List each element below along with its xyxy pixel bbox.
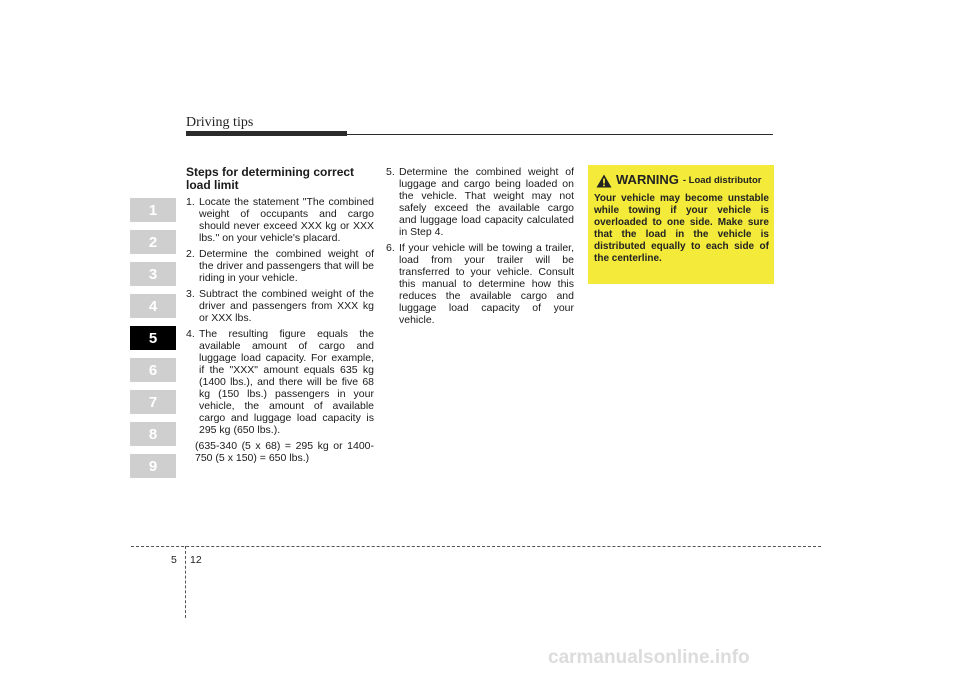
footer-page-number: 12 <box>190 554 202 566</box>
warning-label: WARNING <box>616 172 679 187</box>
step-text: Determine the combined weight of luggage and cargo being loaded on the vehicle. That weight may not safely exceed the available cargo and luggage load capacity calculated in Step 4. <box>399 166 574 238</box>
chapter-tab-8[interactable]: 8 <box>130 422 176 446</box>
header-rule-thick <box>186 131 347 136</box>
step-text: Subtract the combined weight of the driver and passengers from XXX kg or XXX lbs. <box>199 288 374 324</box>
chapter-tab-3[interactable]: 3 <box>130 262 176 286</box>
step-text: Determine the combined weight of the driver and passengers that will be riding in your vehicle. <box>199 248 374 284</box>
chapter-tabs <box>130 198 176 486</box>
text-column-middle <box>386 166 574 330</box>
watermark: carmanualsonline.info <box>548 647 750 668</box>
step-3 <box>186 288 374 324</box>
step-6 <box>386 242 574 326</box>
step-5 <box>386 166 574 238</box>
step-number: 1. <box>186 196 195 208</box>
section-heading: Steps for determining correct load limit <box>186 165 355 192</box>
step-number: 6. <box>386 242 395 254</box>
footer-divider-horizontal <box>131 546 821 547</box>
chapter-tab-1[interactable]: 1 <box>130 198 176 222</box>
footer-divider-vertical <box>185 546 186 618</box>
warning-subject: - Load distributor <box>682 175 762 186</box>
chapter-tab-2[interactable]: 2 <box>130 230 176 254</box>
step-2 <box>186 248 374 284</box>
section-title: Driving tips <box>186 115 254 130</box>
warning-header <box>594 173 769 188</box>
warning-box <box>588 165 774 284</box>
step-4 <box>186 328 374 436</box>
warning-triangle-icon <box>596 174 612 188</box>
step-text: The resulting figure equals the available amount of cargo and luggage load capacity. For example, if the "XXX" amount equals 635 kg (1400 lbs.), and there will be five 68 kg (150 lbs.) passengers in your vehicle, the amount of available cargo and luggage load capacity is 295 kg (650 lbs.). <box>199 328 374 436</box>
step-text: If your vehicle will be towing a trailer, load from your trailer will be transferred to your vehicle. Consult this manual to determine how this reduces the available cargo and luggage load capacity of your vehicle. <box>399 242 574 326</box>
step-number: 4. <box>186 328 195 340</box>
step-number: 3. <box>186 288 195 300</box>
chapter-tab-9[interactable]: 9 <box>130 454 176 478</box>
calculation-note: (635-340 (5 x 68) = 295 kg or 1400-750 (5 x 150) = 650 lbs.) <box>195 440 374 464</box>
chapter-tab-6[interactable]: 6 <box>130 358 176 382</box>
header-rule-thin <box>347 134 773 135</box>
step-number: 2. <box>186 248 195 260</box>
chapter-tab-5[interactable]: 5 <box>130 326 176 350</box>
step-text: Locate the statement "The combined weight of occupants and cargo should never exceed XXX kg or XXX lbs.'' on your vehicle's placard. <box>199 196 374 244</box>
footer-chapter-number: 5 <box>171 554 177 566</box>
chapter-tab-7[interactable]: 7 <box>130 390 176 414</box>
text-column-left <box>186 166 374 464</box>
warning-body: Your vehicle may become unstable while towing if your vehicle is overloaded to one side. Make sure that the load in the vehicle is distributed equally to each side of the centerline. <box>594 193 769 264</box>
step-number: 5. <box>386 166 395 178</box>
chapter-tab-4[interactable]: 4 <box>130 294 176 318</box>
step-1 <box>186 196 374 244</box>
